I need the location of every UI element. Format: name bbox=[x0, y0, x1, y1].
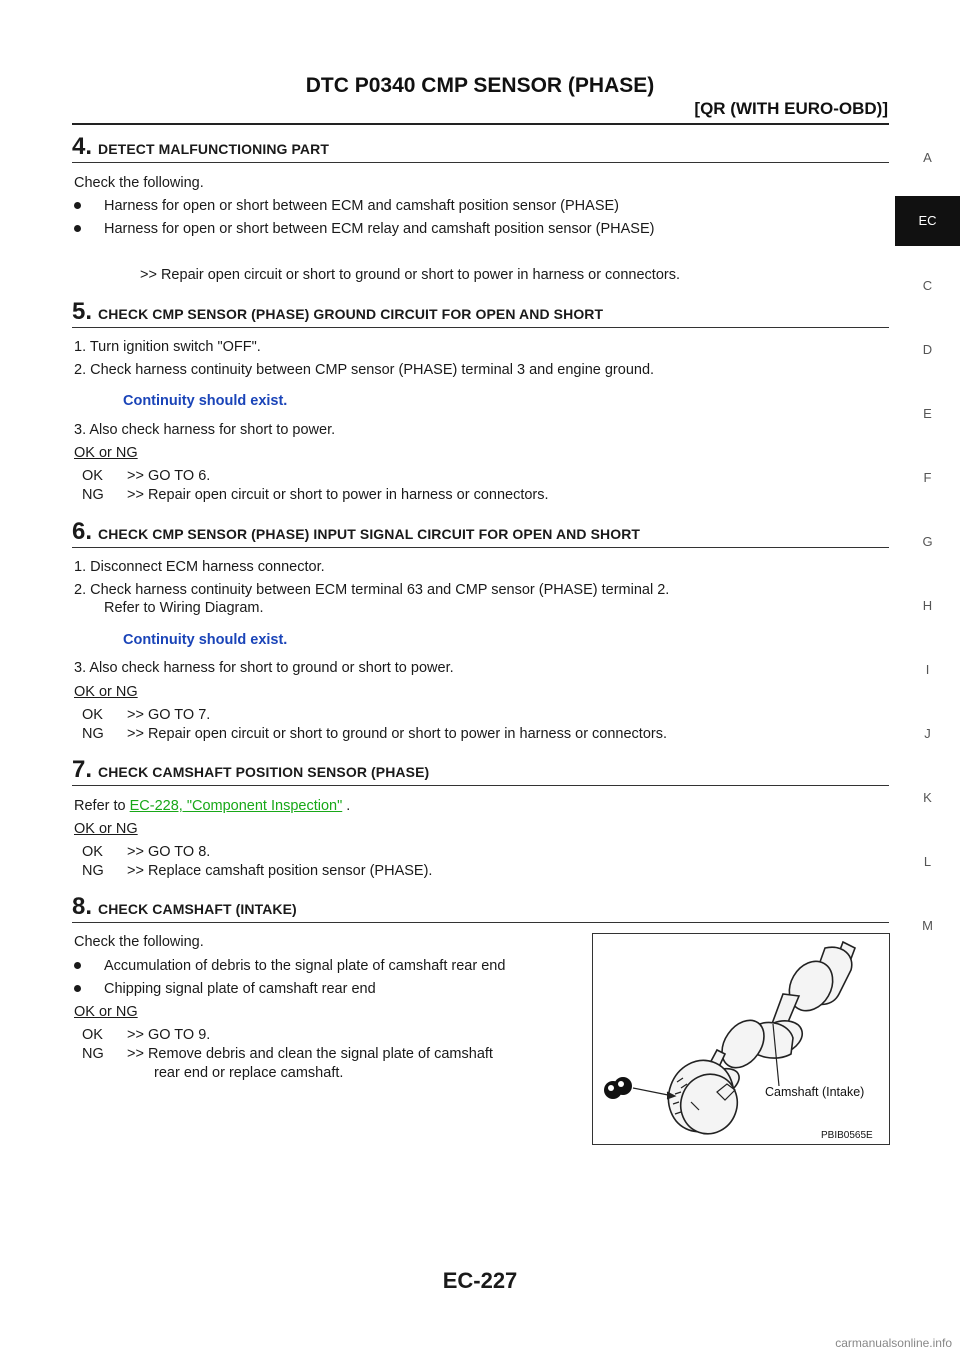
page-subtitle: [QR (WITH EURO-OBD)] bbox=[694, 99, 888, 118]
step-title: CHECK CAMSHAFT (INTAKE) bbox=[98, 901, 297, 917]
side-tab-c[interactable]: C bbox=[922, 278, 933, 293]
side-tab-d[interactable]: D bbox=[922, 342, 933, 357]
side-tab-h[interactable]: H bbox=[922, 598, 933, 613]
header-rule bbox=[72, 123, 889, 125]
bullet-icon bbox=[74, 962, 81, 969]
step-number: 8. bbox=[72, 893, 93, 920]
step-4-intro: Check the following. bbox=[74, 175, 204, 191]
step-7-okng: OK or NG bbox=[74, 821, 138, 837]
step-5-line-2: 2. Check harness continuity between CMP sensor (PHASE) terminal 3 and engine ground. bbox=[74, 362, 655, 378]
step-6-line-3: 3. Also check harness for short to ground or short to power. bbox=[74, 660, 454, 676]
side-tab-ec[interactable]: EC bbox=[895, 196, 960, 246]
camshaft-illustration bbox=[593, 934, 889, 1144]
component-inspection-link[interactable]: EC-228, "Component Inspection" bbox=[129, 798, 343, 814]
page-number: EC-227 bbox=[442, 1268, 518, 1293]
step-number: 7. bbox=[72, 756, 93, 783]
step-6-line-2b: Refer to Wiring Diagram. bbox=[104, 600, 264, 616]
step-rule bbox=[72, 327, 889, 328]
step-6-line-2: 2. Check harness continuity between ECM terminal 63 and CMP sensor (PHASE) terminal 2. bbox=[74, 582, 670, 598]
step-6-okng: OK or NG bbox=[74, 684, 138, 700]
step-8-ng-cont: rear end or replace camshaft. bbox=[154, 1065, 344, 1081]
camshaft-figure bbox=[592, 933, 890, 1145]
side-tab-f[interactable]: F bbox=[923, 470, 932, 485]
step-6-note: Continuity should exist. bbox=[123, 632, 288, 648]
step-5-line-3: 3. Also check harness for short to power. bbox=[74, 422, 336, 438]
step-title: CHECK CAMSHAFT POSITION SENSOR (PHASE) bbox=[98, 764, 430, 780]
step-8-okng: OK or NG bbox=[74, 1004, 138, 1020]
bullet-icon bbox=[74, 985, 81, 992]
side-tab-i[interactable]: I bbox=[925, 662, 930, 677]
step-4-result: >> Repair open circuit or short to ground or short to power in harness or connectors. bbox=[140, 267, 681, 283]
step-8-header bbox=[72, 893, 889, 923]
step-5-note: Continuity should exist. bbox=[123, 393, 288, 409]
step-title: DETECT MALFUNCTIONING PART bbox=[98, 141, 330, 157]
figure-code: PBIB0565E bbox=[821, 1130, 873, 1141]
view-icon bbox=[604, 1077, 632, 1099]
step-rule bbox=[72, 547, 889, 548]
step-number: 4. bbox=[72, 133, 93, 160]
watermark: carmanualsonline.info bbox=[835, 1336, 952, 1350]
step-7-refer: Refer to EC-228, "Component Inspection" . bbox=[74, 798, 351, 814]
step-rule bbox=[72, 922, 889, 923]
figure-label: Camshaft (Intake) bbox=[765, 1085, 865, 1099]
step-title: CHECK CMP SENSOR (PHASE) GROUND CIRCUIT FOR OPEN AND SHORT bbox=[98, 306, 604, 322]
step-rule bbox=[72, 785, 889, 786]
step-8-intro: Check the following. bbox=[74, 934, 204, 950]
step-rule bbox=[72, 162, 889, 163]
side-tab-g[interactable]: G bbox=[922, 534, 933, 549]
side-tab-l[interactable]: L bbox=[923, 854, 932, 869]
bullet-icon bbox=[74, 202, 81, 209]
step-5-header bbox=[72, 298, 889, 328]
step-number: 5. bbox=[72, 298, 93, 325]
step-title: CHECK CMP SENSOR (PHASE) INPUT SIGNAL CIRCUIT FOR OPEN AND SHORT bbox=[98, 526, 641, 542]
step-5-line-1: 1. Turn ignition switch "OFF". bbox=[74, 339, 261, 355]
step-6-line-1: 1. Disconnect ECM harness connector. bbox=[74, 559, 325, 575]
bullet-icon bbox=[74, 225, 81, 232]
side-tab-j[interactable]: J bbox=[924, 726, 931, 741]
step-number: 6. bbox=[72, 518, 93, 545]
side-tab-a[interactable]: A bbox=[923, 150, 932, 165]
page-title: DTC P0340 CMP SENSOR (PHASE) bbox=[305, 74, 655, 97]
side-tab-e[interactable]: E bbox=[923, 406, 932, 421]
step-6-header bbox=[72, 518, 889, 548]
step-7-header bbox=[72, 756, 889, 786]
side-tab-k[interactable]: K bbox=[923, 790, 932, 805]
step-4-header bbox=[72, 133, 889, 163]
step-5-okng: OK or NG bbox=[74, 445, 138, 461]
side-tab-m[interactable]: M bbox=[922, 918, 933, 933]
